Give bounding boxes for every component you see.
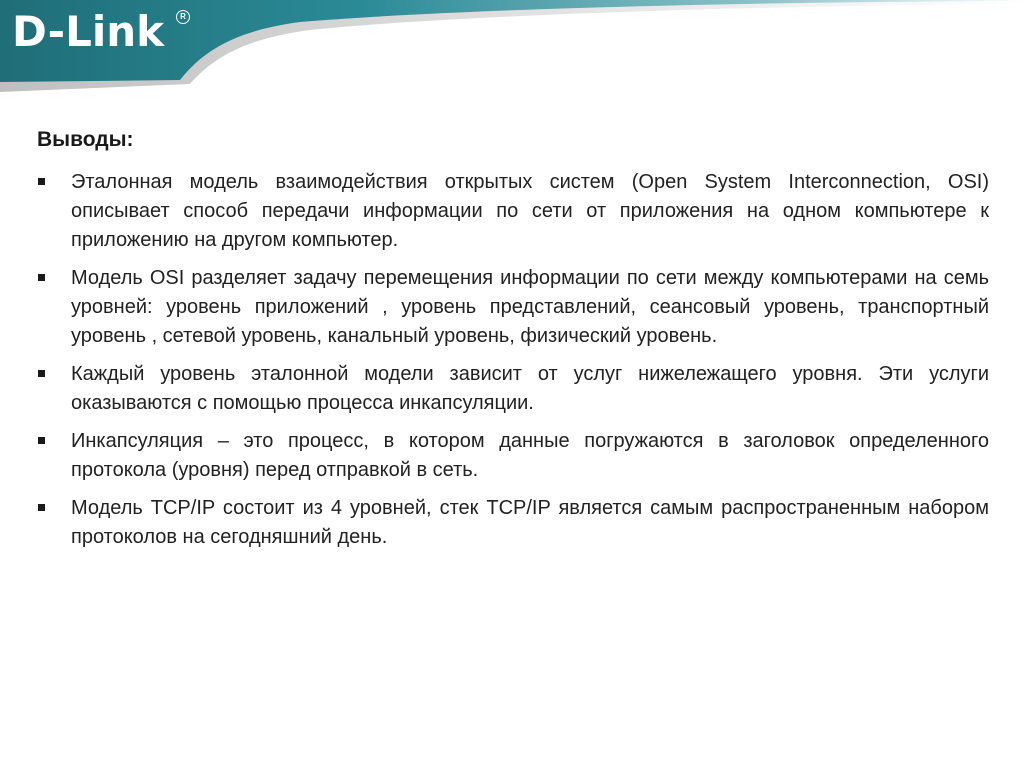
- bullet-item: [37, 264, 989, 351]
- slide-heading: Выводы:: [37, 128, 134, 151]
- bullet-text: Эталонная модель взаимодействия открытых систем (Open System Interconnection, OSI) описывает способ передачи информации по сети от приложения на одном компьютере к приложению на другом компьютер.: [71, 171, 989, 251]
- d-link-logo: D-Link: [12, 7, 165, 56]
- slide-content: [37, 126, 989, 561]
- bullet-item: [37, 360, 989, 418]
- square-bullet-icon: [38, 274, 45, 281]
- bullet-item: [37, 427, 989, 485]
- bullet-item: [37, 494, 989, 552]
- bullet-text: Каждый уровень эталонной модели зависит от услуг нижележащего уровня. Эти услуги оказываются с помощью процесса инкапсуляции.: [71, 363, 989, 414]
- square-bullet-icon: [38, 504, 45, 511]
- registered-mark-icon: R: [176, 10, 190, 24]
- square-bullet-icon: [38, 178, 45, 185]
- square-bullet-icon: [38, 437, 45, 444]
- bullet-list: [37, 168, 989, 552]
- bullet-text: Модель OSI разделяет задачу перемещения информации по сети между компьютерами на семь уровней: уровень приложений , уровень представлений, сеансовый уровень, транспортный уровень , сетевой уровень, канальный уровень, физический уровень.: [71, 267, 989, 347]
- bullet-item: [37, 168, 989, 255]
- bullet-text: Модель TCP/IP состоит из 4 уровней, стек TCP/IP является самым распространенным набором протоколов на сегодняшний день.: [71, 497, 989, 548]
- square-bullet-icon: [38, 370, 45, 377]
- bullet-text: Инкапсуляция – это процесс, в котором данные погружаются в заголовок определенного протокола (уровня) перед отправкой в сеть.: [71, 430, 989, 481]
